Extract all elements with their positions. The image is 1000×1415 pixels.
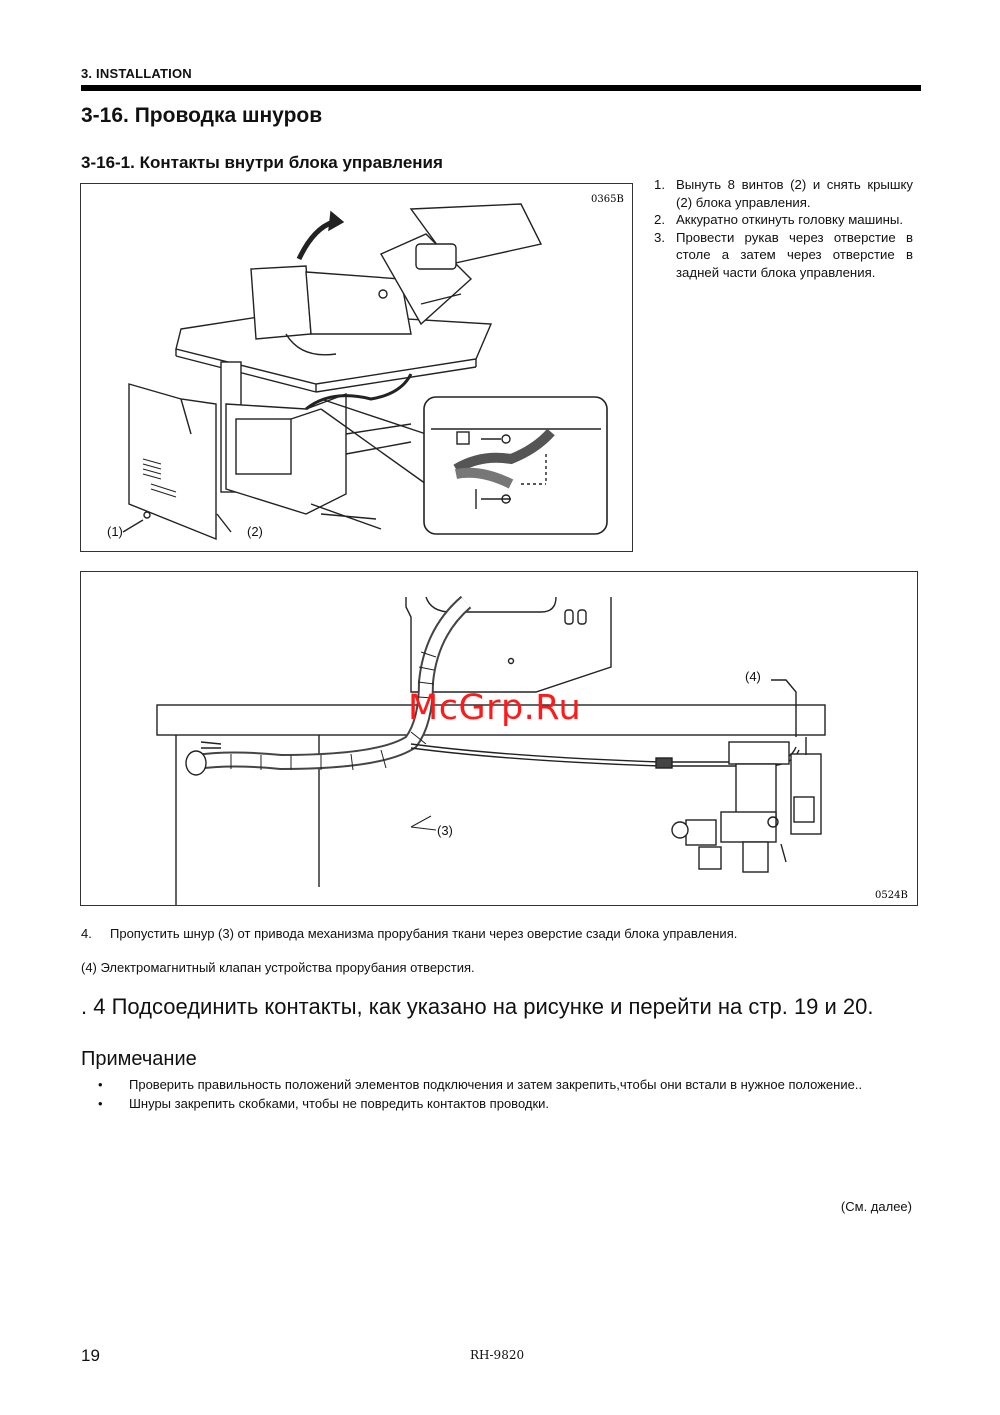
cord-routing-illustration bbox=[81, 572, 917, 905]
label-cord: (3) bbox=[437, 823, 453, 838]
step-item bbox=[654, 176, 913, 211]
valve-note: (4) Электромагнитный клапан устройства прорубания отверстия. bbox=[81, 960, 475, 975]
note-text: Шнуры закрепить скобками, чтобы не повредить контактов проводки. bbox=[129, 1096, 550, 1111]
step-number: 3. bbox=[654, 229, 665, 245]
label-valve: (4) bbox=[745, 669, 761, 684]
header-rule bbox=[81, 85, 921, 91]
watermark: McGrp.Ru bbox=[408, 688, 582, 728]
figure-control-box bbox=[80, 183, 633, 552]
note-item bbox=[98, 1095, 919, 1112]
big-instruction: . 4 Подсоединить контакты, как указано на рисунке и перейти на стр. 19 и 20. bbox=[81, 994, 874, 1019]
section-label: 3. INSTALLATION bbox=[81, 66, 192, 81]
step-number: 1. bbox=[654, 177, 665, 192]
step4 bbox=[81, 926, 921, 941]
step-text: Вынуть 8 винтов (2) и снять крышку (2) блока управления. bbox=[676, 177, 913, 210]
label-screws: (1) bbox=[107, 524, 123, 539]
figure2-code: 0524B bbox=[875, 890, 908, 901]
step-text: Аккуратно откинуть головку машины. bbox=[676, 212, 903, 227]
bullet: • bbox=[98, 1096, 103, 1111]
model-code: RH-9820 bbox=[470, 1348, 525, 1362]
step4-text: Пропустить шнур (3) от привода механизма прорубания ткани через оверстие сзади блока управления. bbox=[110, 926, 738, 941]
note-item bbox=[98, 1076, 919, 1093]
bullet: • bbox=[98, 1077, 103, 1092]
note-list bbox=[98, 1076, 919, 1114]
step-number: 2. bbox=[654, 212, 665, 227]
label-cover: (2) bbox=[247, 524, 263, 539]
step-text: Провести рукав через отверстие в столе а затем через отверстие в задней части блока управления. bbox=[676, 229, 913, 280]
continued-label: (См. далее) bbox=[840, 1199, 912, 1214]
step4-number: 4. bbox=[81, 926, 92, 941]
figure-cord-routing bbox=[80, 571, 918, 906]
note-title: Примечание bbox=[81, 1048, 197, 1070]
step-item bbox=[654, 211, 913, 229]
control-box-illustration bbox=[81, 184, 632, 551]
page-number: 19 bbox=[81, 1346, 100, 1365]
step-item bbox=[654, 229, 913, 282]
page-title: 3-16. Проводка шнуров bbox=[81, 104, 323, 127]
steps-list bbox=[654, 176, 913, 281]
note-text: Проверить правильность положений элементов подключения и затем закрепить,чтобы они встали в нужное положение.. bbox=[129, 1077, 863, 1092]
figure1-code: 0365B bbox=[591, 194, 624, 205]
subsection-title: 3-16-1. Контакты внутри блока управления bbox=[81, 153, 443, 172]
